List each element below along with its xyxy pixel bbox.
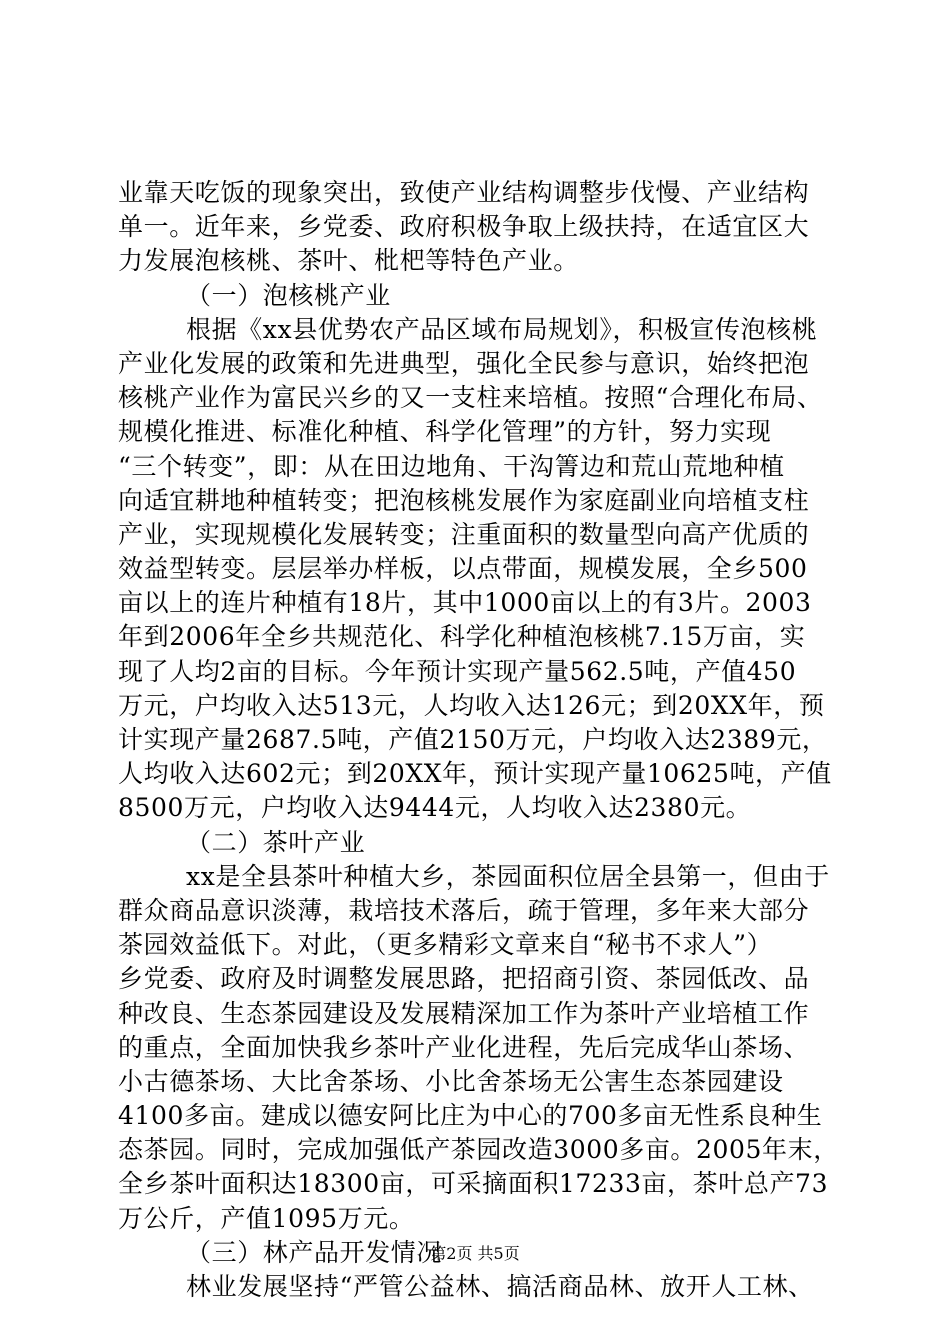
text-line: 乡党委、政府及时调整发展思路，把招商引资、茶园低改、品 <box>118 964 810 994</box>
text-line: （二）茶叶产业 <box>186 827 366 857</box>
text-line: 小古德茶场、大比舍茶场、小比舍茶场无公害生态茶园建设 <box>118 1066 784 1096</box>
page-footer: 第2页 共5页 <box>430 1244 520 1263</box>
text-line: 4100多亩。建成以德安阿比庄为中心的700多亩无性系良种生 <box>118 1101 823 1131</box>
text-line: 业靠天吃饭的现象突出，致使产业结构调整步伐慢、产业结构 <box>118 178 810 207</box>
text-line: 根据《xx县优势农产品区域布局规划》，积极宣传泡核桃 <box>186 314 818 344</box>
text-line: 产业化发展的政策和先进典型，强化全民参与意识，始终把泡 <box>118 348 810 378</box>
text-line: 单一。近年来，乡党委、政府积极争取上级扶持，在适宜区大 <box>118 212 810 242</box>
text-line: 产业，实现规模化发展转变；注重面积的数量型向高产优质的 <box>118 519 810 549</box>
text-line: 效益型转变。层层举办样板，以点带面，规模发展，全乡500 <box>118 554 808 584</box>
text-line: “三个转变”，即：从在田边地角、干沟箐边和荒山荒地种植 <box>118 451 785 481</box>
text-line: 力发展泡核桃、茶叶、枇杷等特色产业。 <box>118 246 579 276</box>
text-line: 亩以上的连片种植有18片，其中1000亩以上的有3片。2003 <box>118 588 812 618</box>
text-line: 规模化推进、标准化种植、科学化管理”的方针，努力实现 <box>118 417 772 447</box>
text-line: 年到2006年全乡共规范化、科学化种植泡核桃7.15万亩，实 <box>118 622 806 652</box>
text-line: 计实现产量2687.5吨，产值2150万元，户均收入达2389元， <box>118 725 828 754</box>
text-line: 态茶园。同时，完成加强低产茶园改造3000多亩。2005年末， <box>118 1135 839 1165</box>
text-line: xx是全县茶叶种植大乡，茶园面积位居全县第一，但由于 <box>186 861 830 891</box>
text-line: 8500万元，户均收入达9444元，人均收入达2380元。 <box>118 793 752 823</box>
text-line: 群众商品意识淡薄，栽培技术落后，疏于管理，多年来大部分 <box>118 895 810 925</box>
text-line: 向适宜耕地种植转变；把泡核桃发展作为家庭副业向培植支柱 <box>118 485 810 515</box>
text-line: （三）林产品开发情况 <box>186 1237 443 1267</box>
text-line: 人均收入达602元；到20XX年，预计实现产量10625吨，产值 <box>118 759 832 789</box>
text-line: 现了人均2亩的目标。今年预计实现产量562.5吨，产值450 <box>118 656 797 686</box>
text-line: 全乡茶叶面积达18300亩，可采摘面积17233亩，茶叶总产73 <box>118 1169 829 1199</box>
text-line: 万元，户均收入达513元，人均收入达126元；到20XX年，预 <box>118 690 825 720</box>
text-line: 林业发展坚持“严管公益林、搞活商品林、放开人工林、 <box>186 1272 814 1301</box>
text-line: 核桃产业作为富民兴乡的又一支柱来培植。按照“合理化布局、 <box>118 383 823 413</box>
document-body <box>118 176 838 1304</box>
text-line: 的重点，全面加快我乡茶叶产业化进程，先后完成华山茶场、 <box>118 1032 810 1062</box>
text-line: 茶园效益低下。对此，（更多精彩文章来自“秘书不求人”） <box>118 930 773 960</box>
text-line: 万公斤，产值1095万元。 <box>118 1203 415 1233</box>
text-line: （一）泡核桃产业 <box>186 280 391 310</box>
text-line: 种改良、生态茶园建设及发展精深加工作为茶叶产业培植工作 <box>118 998 810 1028</box>
